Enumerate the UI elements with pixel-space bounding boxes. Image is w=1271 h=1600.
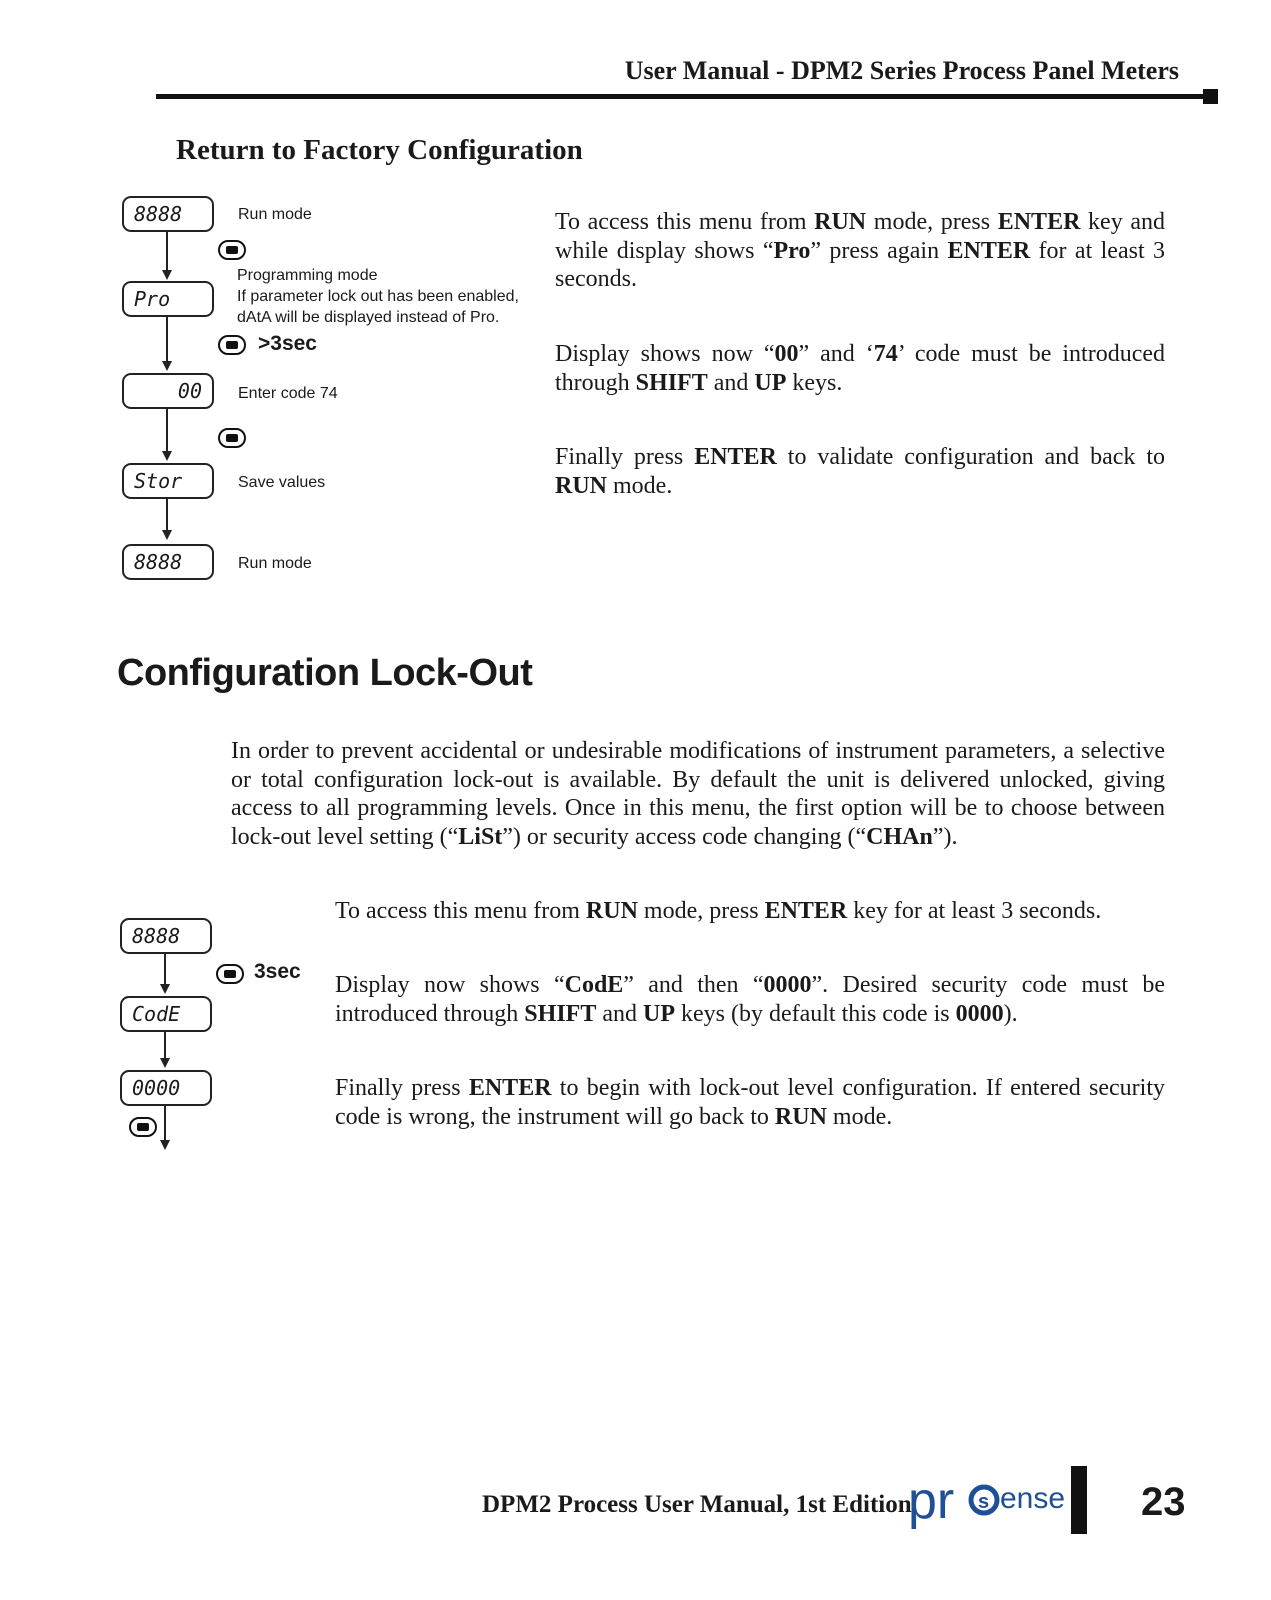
factory-paragraph: To access this menu from RUN mode, press ENTER key and while display shows “Pro” press again ENTER for at least 3 seconds. bbox=[555, 209, 1166, 292]
footer-bar bbox=[1071, 1466, 1087, 1534]
flow-line bbox=[166, 317, 168, 363]
footer-edition: DPM2 Process User Manual, 1st Edition bbox=[482, 1491, 912, 1518]
flow-arrow bbox=[162, 361, 172, 371]
label-programming-mode: Programming mode bbox=[237, 267, 378, 284]
display-code-entry: 00 bbox=[122, 373, 214, 409]
svg-text:ense: ense bbox=[1000, 1482, 1066, 1515]
prosense-logo bbox=[908, 1470, 1068, 1530]
label-save-values: Save values bbox=[238, 474, 326, 491]
flow-arrow bbox=[160, 1140, 170, 1150]
label-lockout-note: If parameter lock out has been enabled, bbox=[237, 288, 519, 305]
header-square-marker bbox=[1203, 89, 1218, 104]
enter-key-icon bbox=[216, 964, 244, 984]
section-heading-lockout: Configuration Lock-Out bbox=[117, 652, 533, 694]
factory-paragraph: Display shows now “00” and ‘74’ code must be introduced through SHIFT and UP keys. bbox=[555, 341, 1166, 396]
display-run-mode-return: 8888 bbox=[122, 544, 214, 580]
flow-line bbox=[164, 954, 166, 986]
lockout-paragraph: Display now shows “CodE” and then “0000”. Desired security code must be introduced through SHIFT and UP keys (by default this code is 0000). bbox=[335, 972, 1166, 1027]
flow-arrow bbox=[162, 451, 172, 461]
hold-duration-label: 3sec bbox=[254, 960, 301, 983]
label-enter-code: Enter code 74 bbox=[238, 385, 338, 402]
svg-text:pr: pr bbox=[908, 1472, 955, 1530]
lockout-paragraph: Finally press ENTER to begin with lock-out level configuration. If entered security code is wrong, the instrument will go back to RUN mode. bbox=[335, 1075, 1165, 1130]
enter-key-icon bbox=[129, 1117, 157, 1137]
lockout-intro-paragraph: In order to prevent accidental or undesirable modifications of instrument parameters, a selective or total configuration lock-out is available. By default the unit is delivered unlocked, giving access to all programming levels. Once in this menu, the first option will be to choose between lock-out level setting (“LiSt”) or security access code changing (“CHAn”). bbox=[231, 738, 1165, 850]
flow-line bbox=[164, 1032, 166, 1060]
header-rule bbox=[156, 94, 1208, 99]
running-header: User Manual - DPM2 Series Process Panel Meters bbox=[624, 56, 1179, 85]
factory-paragraph: Finally press ENTER to validate configuration and back to RUN mode. bbox=[555, 444, 1165, 499]
label-run-mode-return: Run mode bbox=[238, 555, 312, 572]
display-code: CodE bbox=[120, 996, 212, 1032]
svg-text:s: s bbox=[978, 1491, 990, 1513]
enter-key-icon bbox=[218, 428, 246, 448]
enter-key-icon bbox=[218, 240, 246, 260]
display-store: Stor bbox=[122, 463, 214, 499]
section-title-factory: Return to Factory Configuration bbox=[176, 134, 583, 166]
page-number: 23 bbox=[1141, 1480, 1186, 1524]
flow-arrow bbox=[162, 270, 172, 280]
flow-arrow bbox=[162, 530, 172, 540]
flow-line bbox=[166, 499, 168, 532]
display-code-value: 0000 bbox=[120, 1070, 212, 1106]
flow-arrow bbox=[160, 984, 170, 994]
display-run-mode: 8888 bbox=[122, 196, 214, 232]
label-run-mode: Run mode bbox=[238, 206, 312, 223]
flow-arrow bbox=[160, 1058, 170, 1068]
lockout-paragraph: To access this menu from RUN mode, press ENTER key for at least 3 seconds. bbox=[335, 898, 1102, 924]
label-lockout-note-2: dAtA will be displayed instead of Pro. bbox=[237, 309, 500, 326]
display-programming: Pro bbox=[122, 281, 214, 317]
display-run-mode: 8888 bbox=[120, 918, 212, 954]
flow-line bbox=[166, 409, 168, 453]
enter-key-icon bbox=[218, 335, 246, 355]
flow-line bbox=[164, 1106, 166, 1142]
flow-line bbox=[166, 232, 168, 272]
hold-duration-label: >3sec bbox=[258, 332, 317, 355]
